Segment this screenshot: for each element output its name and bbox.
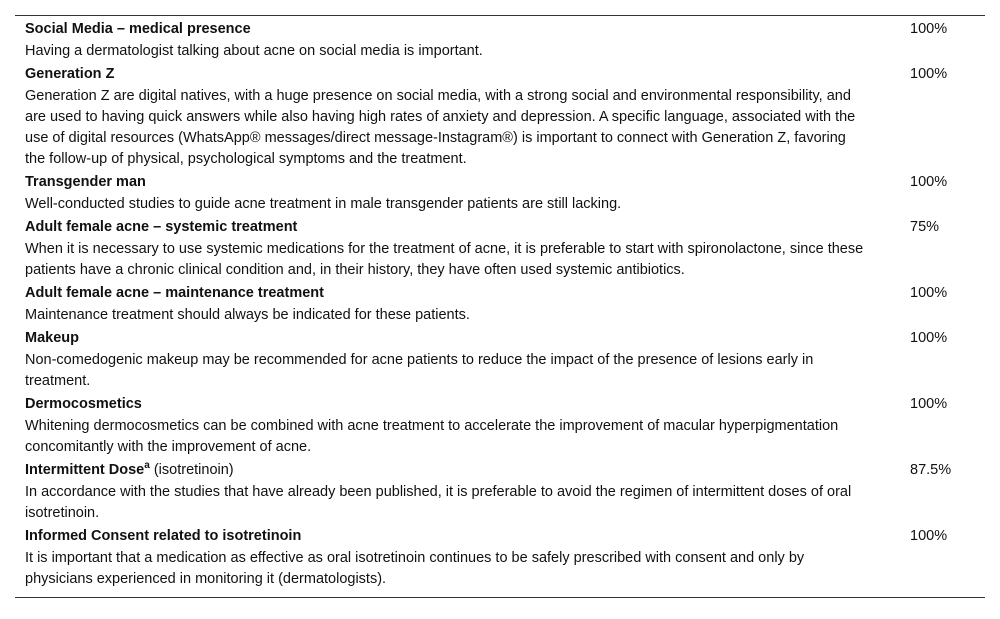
table-row: [15, 393, 985, 459]
row-title: Makeup: [25, 330, 79, 346]
row-title: Transgender man: [25, 174, 146, 190]
row-title: [25, 462, 234, 478]
row-description: Well-conducted studies to guide acne treatment in male transgender patients are still lacking.: [25, 196, 622, 212]
table-row: [15, 18, 985, 63]
row-description: Generation Z are digital natives, with a huge presence on social media, with a strong social and environmental responsibility, and are used to having quick answers while also having high rates of anxiety and depression. A specific language, associated with the use of digital resources (WhatsApp® messages/direct message-Instagram®) is important to connect with Generation Z, favoring the follow-up of physical, psychological symptoms and the treatment.: [25, 88, 856, 167]
row-header: [25, 459, 975, 482]
row-description: Having a dermatologist talking about acne on social media is important.: [25, 43, 483, 59]
row-description: When it is necessary to use systemic medications for the treatment of acne, it is preferable to start with spironolactone, since these patients have a chronic clinical condition and, in their history, they have often used systemic antibiotics.: [25, 241, 864, 278]
row-title-text: Intermittent Dose: [25, 462, 145, 478]
table-row: [15, 327, 985, 393]
row-header: [25, 63, 975, 86]
row-description: Non-comedogenic makeup may be recommended for acne patients to reduce the impact of the presence of lesions early in treatment.: [25, 352, 814, 389]
row-title: Adult female acne – maintenance treatment: [25, 285, 324, 301]
table-row: [15, 216, 985, 282]
agreement-percent: 100%: [910, 396, 948, 412]
row-header: [25, 18, 975, 41]
agreement-percent: 100%: [910, 528, 948, 544]
table-row: [15, 459, 985, 525]
row-header: [25, 393, 975, 416]
consensus-table: [15, 15, 985, 598]
row-title: Generation Z: [25, 66, 115, 82]
agreement-percent: 87.5%: [910, 462, 952, 478]
row-title: Informed Consent related to isotretinoin: [25, 528, 302, 544]
table-row: [15, 282, 985, 327]
row-description: It is important that a medication as effective as oral isotretinoin continues to be safely prescribed with consent and only by physicians experienced in monitoring it (dermatologists).: [25, 550, 805, 587]
row-title-qualifier: (isotretinoin): [149, 462, 234, 478]
row-description: In accordance with the studies that have already been published, it is preferable to avoid the regimen of intermittent doses of oral isotretinoin.: [25, 484, 852, 521]
agreement-percent: 100%: [910, 285, 948, 301]
agreement-percent: 100%: [910, 174, 948, 190]
row-header: [25, 216, 975, 239]
agreement-percent: 75%: [910, 219, 940, 235]
row-title: Adult female acne – systemic treatment: [25, 219, 298, 235]
table-row: [15, 171, 985, 216]
row-description: Maintenance treatment should always be indicated for these patients.: [25, 307, 470, 323]
row-header: [25, 171, 975, 194]
row-title: Dermocosmetics: [25, 396, 142, 412]
row-header: [25, 282, 975, 305]
table-row: [15, 63, 985, 171]
agreement-percent: 100%: [910, 66, 948, 82]
agreement-percent: 100%: [910, 21, 948, 37]
row-title: Social Media – medical presence: [25, 21, 251, 37]
row-header: [25, 525, 975, 548]
footnote-marker: a: [144, 460, 150, 472]
row-description: Whitening dermocosmetics can be combined with acne treatment to accelerate the improvement of macular hyperpigmentation concomitantly with the improvement of acne.: [25, 418, 839, 455]
agreement-percent: 100%: [910, 330, 948, 346]
table-row: [15, 525, 985, 591]
row-header: [25, 327, 975, 350]
